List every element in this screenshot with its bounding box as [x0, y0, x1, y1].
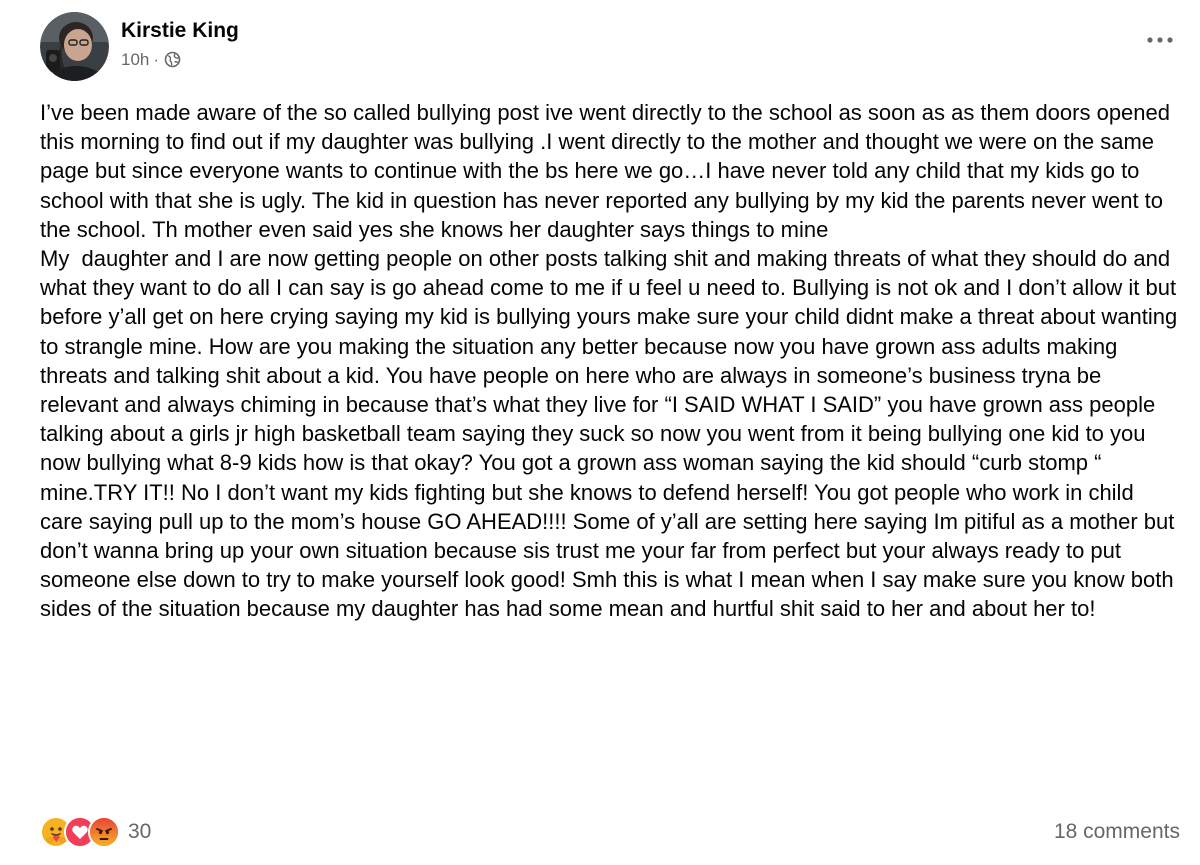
post-footer: [40, 815, 1180, 849]
more-options-button[interactable]: [1142, 28, 1178, 52]
post-header: [40, 12, 239, 81]
more-options-icon: [1147, 37, 1173, 43]
angry-reaction-icon: [88, 816, 120, 848]
post-body-text: I’ve been made aware of the so called bullying post ive went directly to the school as soon as as them doors opened this morning to find out if my daughter was bullying .I went directly to the mother and thought we were on the same page but since everyone wants to continue with the bs here we go…I have never told any child that my kids go to school with that she is ugly. The kid in question has never reported any bullying by my kid the parents never went to the school. Th mother even said yes she knows her daughter says things to mine My daughter and I are now getting people on other posts talking shit and making threats of what they should do and what they want to do all I can say is go ahead come to me if u feel u need to. Bullying is not ok and I don’t allow it but before y’all get on here crying saying my kid is bullying yours make sure your child didnt make a threat about wanting to strangle mine. How are you making the situation any better because now you have grown ass adults making threats and talking shit about a kid. You have people on here who are always in someone’s business tryna be relevant and always chiming in because that’s what they live for “I SAID WHAT I SAID” you have grown ass people talking about a girls jr high basketball team saying they suck so now you went from it being bullying one kid to you now bullying what 8-9 kids how is that okay? You got a grown ass woman saying the kid should “curb stomp “ mine.TRY IT!! No I don’t want my kids fighting but she knows to defend herself! You got people who work in child care saying pull up to the mom’s house GO AHEAD!!!! Some of y’all are setting here saying Im pitiful as a mother but don’t wanna bring up your own situation because sis trust me your far from perfect but your always ready to put someone else down to try to make yourself look good! Smh this is what I mean when I say make sure you know both sides of the situation because my daughter has had some mean and hurtful shit said to her and about her to!: [40, 100, 1178, 622]
comments-count-link[interactable]: 18 comments: [1053, 820, 1180, 843]
reaction-count: 30: [128, 820, 152, 843]
post-timestamp[interactable]: 10h: [121, 49, 150, 69]
meta-separator: ·: [153, 49, 160, 69]
globe-icon[interactable]: [164, 51, 181, 68]
post-meta: [121, 50, 239, 70]
reactions-summary[interactable]: [40, 816, 151, 848]
author-block: [121, 18, 239, 70]
avatar[interactable]: [40, 12, 109, 81]
author-name[interactable]: Kirstie King: [121, 18, 239, 42]
